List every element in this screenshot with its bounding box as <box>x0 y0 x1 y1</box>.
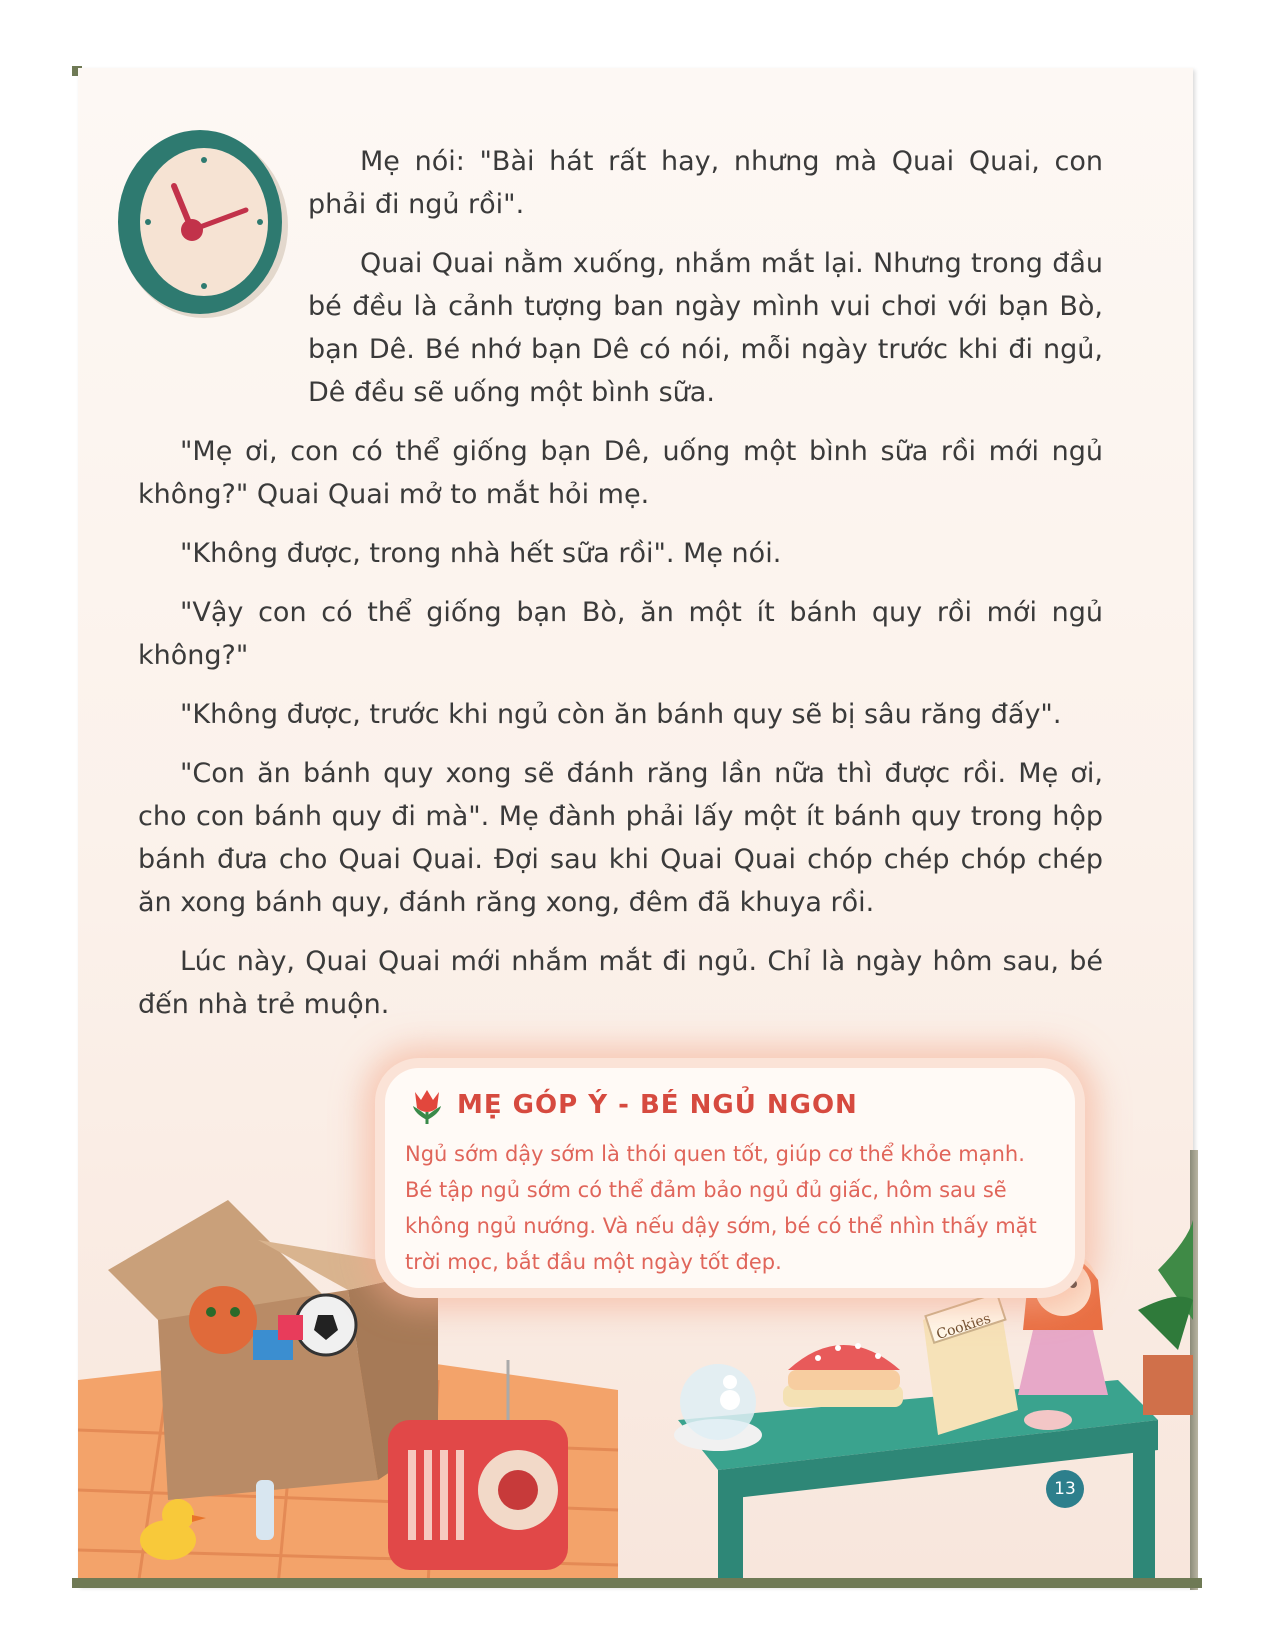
tip-box <box>385 1068 1075 1288</box>
tip-title: MẸ GÓP Ý - BÉ NGỦ NGON <box>457 1090 858 1120</box>
story-paragraph-4: "Không được, trong nhà hết sữa rồi". Mẹ nói. <box>180 538 782 569</box>
story-paragraph-1: Mẹ nói: "Bài hát rất hay, nhưng mà Quai Quai, con phải đi ngủ rồi". <box>308 146 1103 220</box>
book-spine-bottom <box>72 1578 1202 1588</box>
story-paragraph-7: "Con ăn bánh quy xong sẽ đánh răng lần nữa thì được rồi. Mẹ ơi, cho con bánh quy đi mà". Mẹ đành phải lấy một ít bánh quy trong hộp bánh đưa cho Quai Quai. Đợi sau khi Quai Quai chóp chép chóp chép ăn xong bánh quy, đánh răng xong, đêm đã khuya rồi. <box>138 758 1103 918</box>
tulip-icon <box>407 1086 447 1126</box>
story-paragraph-2: Quai Quai nằm xuống, nhắm mắt lại. Nhưng trong đầu bé đều là cảnh tượng ban ngày mình vui chơi với bạn Bò, bạn Dê. Bé nhớ bạn Dê có nói, mỗi ngày trước khi đi ngủ, Dê đều sẽ uống một bình sữa. <box>308 248 1103 408</box>
page-number: 13 <box>1046 1470 1084 1508</box>
story-paragraph-5: "Vậy con có thể giống bạn Bò, ăn một ít bánh quy rồi mới ngủ không?" <box>138 597 1103 671</box>
story-paragraph-8: Lúc này, Quai Quai mới nhắm mắt đi ngủ. Chỉ là ngày hôm sau, bé đến nhà trẻ muộn. <box>138 946 1103 1020</box>
story-paragraph-6: "Không được, trước khi ngủ còn ăn bánh quy sẽ bị sâu răng đấy". <box>180 699 1062 730</box>
tip-text: Ngủ sớm dậy sớm là thói quen tốt, giúp cơ thể khỏe mạnh. Bé tập ngủ sớm có thể đảm bảo ngủ đủ giấc, hôm sau sẽ không ngủ nướng. Và nếu dậy sớm, bé có thể nhìn thấy mặt trời mọc, bắt đầu một ngày tốt đẹp. <box>405 1142 1037 1274</box>
cookies-label: Cookies <box>934 1310 993 1344</box>
story-text <box>138 140 1103 1042</box>
story-paragraph-3: "Mẹ ơi, con có thể giống bạn Dê, uống một bình sữa rồi mới ngủ không?" Quai Quai mở to mắt hỏi mẹ. <box>138 436 1103 510</box>
